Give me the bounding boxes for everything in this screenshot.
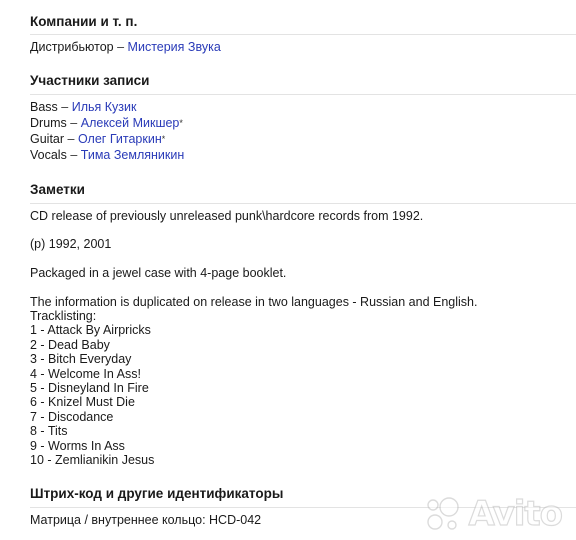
track-item: 7 - Discodance — [30, 409, 114, 424]
companies-heading: Компании и т. п. — [30, 14, 138, 29]
artist-link[interactable]: Тима Земляникин — [80, 148, 185, 162]
company-link[interactable]: Мистерия Звука — [127, 40, 221, 54]
watermark-text: Avito — [468, 494, 562, 534]
company-role: Дистрибьютор — [30, 40, 114, 54]
credit-role: Drums — [30, 116, 67, 130]
artist-link[interactable]: Олег Гитаркин — [77, 132, 162, 146]
credit-row — [30, 99, 136, 115]
artist-link[interactable]: Алексей Микшер — [80, 116, 180, 130]
barcode-line: Матрица / внутреннее кольцо: HCD-042 — [30, 513, 262, 527]
credit-row — [30, 131, 165, 147]
track-item: 1 - Attack By Airpricks — [30, 323, 151, 338]
credit-row — [30, 147, 184, 163]
credit-role: Guitar — [30, 132, 65, 146]
notes-divider — [30, 203, 576, 204]
track-item: 4 - Welcome In Ass! — [30, 366, 141, 381]
credits-divider — [30, 94, 576, 95]
track-item: 8 - Tits — [30, 424, 68, 439]
artist-link[interactable]: Илья Кузик — [71, 100, 137, 114]
avito-watermark — [422, 494, 562, 534]
tracklist — [30, 309, 154, 467]
track-item: 5 - Disneyland In Fire — [30, 381, 149, 396]
credit-role: Vocals — [30, 148, 67, 162]
track-item: 10 - Zemlianikin Jesus — [30, 453, 155, 468]
credit-role: Bass — [30, 100, 58, 114]
avito-logo-icon — [422, 494, 462, 534]
dash: – — [61, 100, 72, 114]
notes-paragraph: The information is duplicated on release in two languages - Russian and English. — [30, 295, 478, 309]
tracklist-label: Tracklisting: — [30, 309, 97, 323]
notes-paragraph: Packaged in a jewel case with 4-page booklet. — [30, 266, 287, 280]
credit-star: * — [161, 134, 166, 144]
credits-heading: Участники записи — [30, 73, 150, 88]
companies-divider — [30, 34, 576, 35]
track-item: 3 - Bitch Everyday — [30, 352, 132, 367]
notes-paragraph: (p) 1992, 2001 — [30, 237, 112, 251]
notes-paragraph: CD release of previously unreleased punk\hardcore records from 1992. — [30, 209, 424, 223]
dash: – — [70, 148, 81, 162]
barcode-heading: Штрих-код и другие идентификаторы — [30, 486, 284, 501]
dash: – — [67, 132, 78, 146]
dash: – — [70, 116, 81, 130]
notes-heading: Заметки — [30, 182, 85, 197]
track-item: 6 - Knizel Must Die — [30, 395, 135, 410]
track-item: 9 - Worms In Ass — [30, 438, 125, 453]
track-item: 2 - Dead Baby — [30, 337, 110, 352]
credit-star: * — [179, 118, 183, 128]
credit-row — [30, 115, 183, 131]
dash: – — [117, 40, 128, 54]
company-row — [30, 39, 221, 55]
